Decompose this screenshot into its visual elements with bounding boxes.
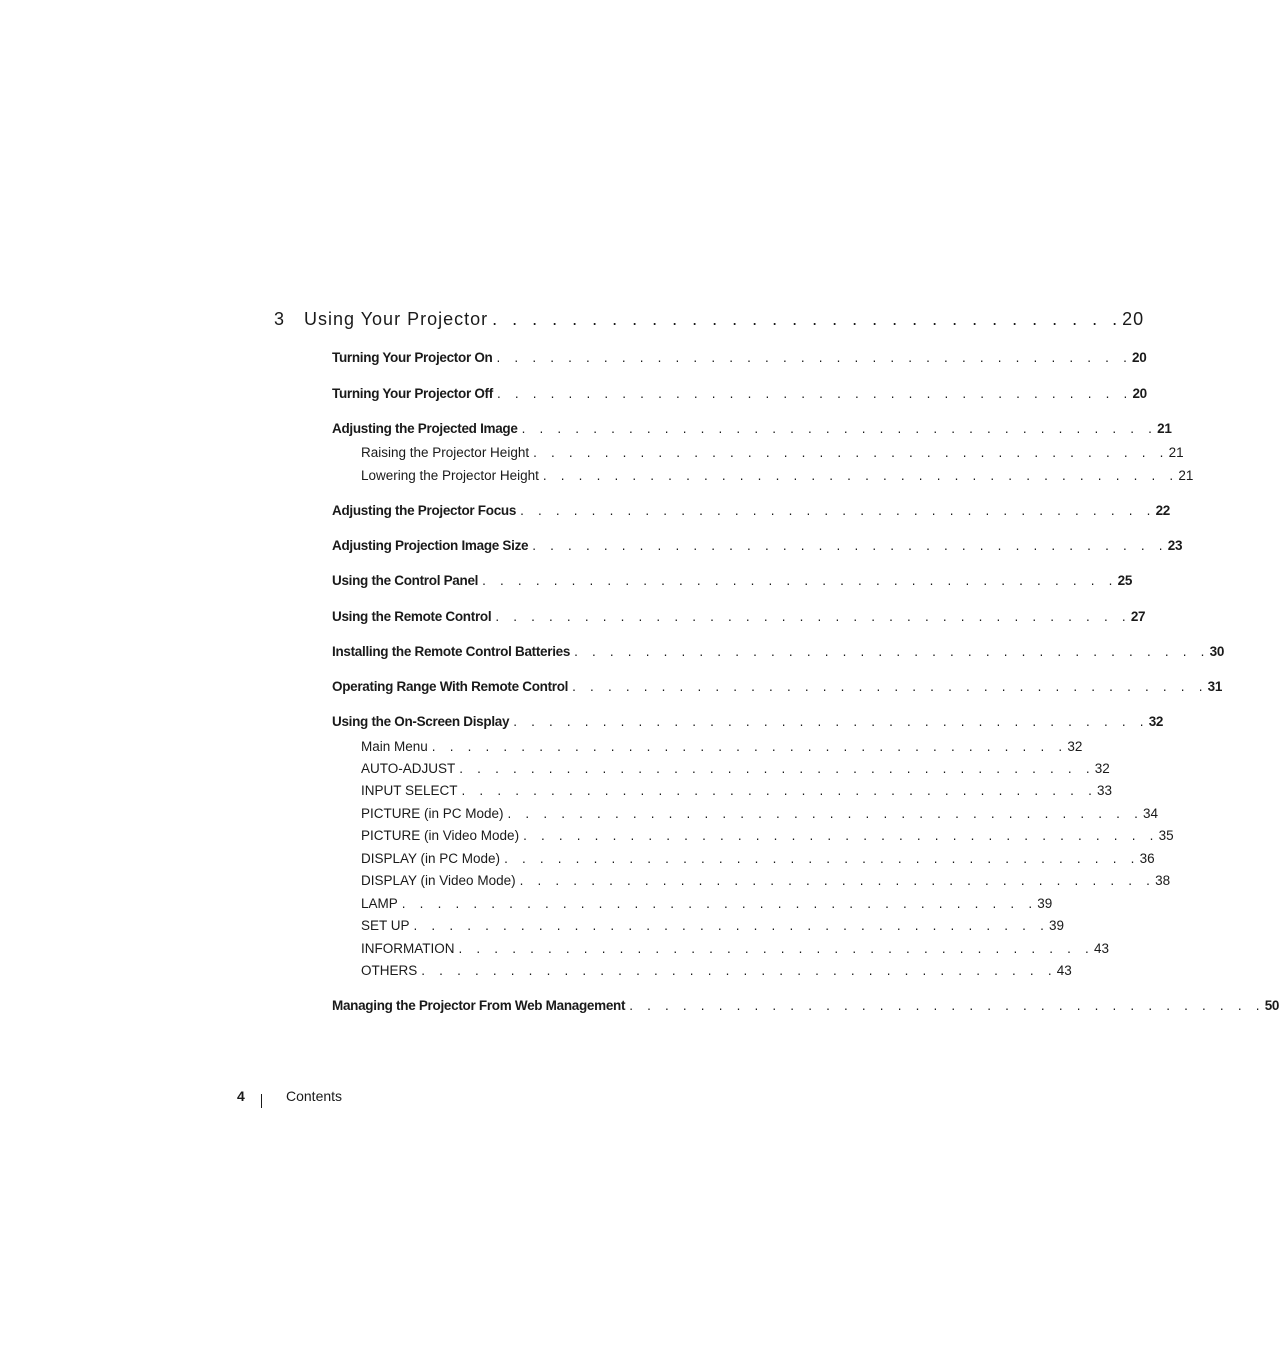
toc-subentry[interactable] <box>361 737 1083 757</box>
toc-entry-page: 30 <box>1209 644 1225 659</box>
toc-entry-page: 33 <box>1097 783 1113 798</box>
toc-entry-label: DISPLAY (in PC Mode) <box>361 851 501 866</box>
toc-entry-page: 50 <box>1264 998 1279 1013</box>
toc-entry[interactable] <box>332 571 1133 591</box>
chapter-number: 3 <box>274 309 286 329</box>
toc-entry-label: SET UP <box>361 918 410 933</box>
toc-entry-page: 21 <box>1157 421 1172 436</box>
leader-dots: . . . . . . . . . . . . . . . . . . . . . . . . . . . . . . . . . . . . <box>533 445 1169 460</box>
toc-subentry[interactable] <box>361 871 1171 891</box>
toc-entry-label: Turning Your Projector Off <box>332 386 493 401</box>
toc-entry[interactable] <box>332 712 1164 732</box>
leader-dots: . . . . . . . . . . . . . . . . . . . . . . . . . . . . . . . . . . . . <box>461 783 1098 798</box>
toc-entry-label: DISPLAY (in Video Mode) <box>361 873 516 888</box>
toc-entry-label: Adjusting the Projected Image <box>332 421 518 436</box>
toc-subentry[interactable] <box>361 961 1072 981</box>
toc-entry-label: OTHERS <box>361 963 418 978</box>
toc-entry-page: 21 <box>1168 445 1184 460</box>
toc-entry-page: 32 <box>1094 761 1110 776</box>
toc-entry-label: Adjusting the Projector Focus <box>332 503 517 518</box>
toc-entry-label: Managing the Projector From Web Management <box>332 998 626 1013</box>
toc-entry-page: 39 <box>1037 896 1053 911</box>
leader-dots: . . . . . . . . . . . . . . . . . . . . . . . . . . . . . . . . . . . . <box>513 714 1149 729</box>
leader-dots: . . . . . . . . . . . . . . . . . . . . . . . . . . . . . . . . . . . . <box>519 873 1156 888</box>
toc-entry-label: Using the Remote Control <box>332 609 492 624</box>
toc-entry-label: Main Menu <box>361 739 428 754</box>
leader-dots: . . . . . . . . . . . . . . . . . . . . . . . . . . . . . . . . . . . . <box>542 468 1179 483</box>
toc-entry[interactable] <box>332 996 1279 1016</box>
toc-entry-label: AUTO-ADJUST <box>361 761 456 776</box>
leader-dots: . . . . . . . . . . . . . . . . . . . . . . . . . . . . . . . . . . . . <box>520 503 1156 518</box>
toc-entry[interactable] <box>332 677 1223 697</box>
leader-dots: . . . . . . . . . . . . . . . . . . . . . . . . . . . . . . . . . . . . <box>504 851 1140 866</box>
leader-dots: . . . . . . . . . . . . . . . . . . . . . . . . . . . . . . . . . . . . <box>523 828 1159 843</box>
toc-entry-page: 34 <box>1143 806 1159 821</box>
leader-dots: . . . . . . . . . . . . . . . . . . . . . . . . . . . . . . . . . . . . <box>532 538 1168 553</box>
leader-dots: . . . . . . . . . . . . . . . . . . . . . . . . . . . . . . . . . . . . <box>495 609 1131 624</box>
toc-entry-page: 27 <box>1130 609 1146 624</box>
leader-dots: . . . . . . . . . . . . . . . . . . . . . . . . . . . . . . . . . . . . <box>572 679 1208 694</box>
toc-subentry[interactable] <box>361 781 1113 801</box>
chapter-title: Using Your Projector <box>304 309 489 329</box>
toc-entry-page: 25 <box>1117 573 1133 588</box>
toc-entry-label: Raising the Projector Height <box>361 445 530 460</box>
footer-divider <box>261 1094 262 1108</box>
leader-dots: . . . . . . . . . . . . . . . . . . . . . . . . . . . . . . . . . . . . <box>421 963 1057 978</box>
toc-entry[interactable] <box>332 348 1147 368</box>
leader-dots: . . . . . . . . . . . . . . . . . . . . . . . . . . . . . . . . . . . . <box>431 739 1068 754</box>
toc-entry-label: INPUT SELECT <box>361 783 458 798</box>
toc-entry-page: 32 <box>1148 714 1164 729</box>
leader-dots: . . . . . . . . . . . . . . . . . . . . . . . . . . . . . . . . . . . . <box>521 421 1158 436</box>
toc-entry-label: Adjusting Projection Image Size <box>332 538 529 553</box>
toc-entry-page: 39 <box>1049 918 1065 933</box>
chapter-page: 20 <box>1122 309 1145 329</box>
toc-entry-label: Using the On-Screen Display <box>332 714 510 729</box>
toc-entry-page: 22 <box>1155 503 1171 518</box>
toc-entry-page: 20 <box>1132 350 1147 365</box>
toc-entry-page: 43 <box>1094 941 1110 956</box>
toc-entry-page: 20 <box>1132 386 1147 401</box>
toc-entry-page: 36 <box>1139 851 1155 866</box>
footer-section-label: Contents <box>286 1088 343 1104</box>
toc-entry[interactable] <box>332 536 1183 556</box>
toc-entry-label: Installing the Remote Control Batteries <box>332 644 571 659</box>
toc-subentry[interactable] <box>361 916 1065 936</box>
toc-entry-label: INFORMATION <box>361 941 455 956</box>
toc-entry[interactable] <box>332 384 1147 404</box>
toc-entry-page: 35 <box>1158 828 1174 843</box>
toc-entry-page: 32 <box>1067 739 1083 754</box>
toc-entry-label: PICTURE (in Video Mode) <box>361 828 520 843</box>
toc-subentry[interactable] <box>361 826 1174 846</box>
toc-subentry[interactable] <box>361 849 1155 869</box>
leader-dots: . . . . . . . . . . . . . . . . . . . . . . . . . . . . . . . . . . . . <box>401 896 1038 911</box>
leader-dots: . . . . . . . . . . . . . . . . . . . . . . . . . . . . . . . . . . . . <box>458 941 1095 956</box>
leader-dots: . . . . . . . . . . . . . . . . . . . . . . . . . . . . . . . . <box>492 309 1123 329</box>
toc-entry-label: Turning Your Projector On <box>332 350 493 365</box>
toc-entry[interactable] <box>332 501 1171 521</box>
toc-entry-page: 21 <box>1178 468 1194 483</box>
toc-entry-label: Using the Control Panel <box>332 573 479 588</box>
leader-dots: . . . . . . . . . . . . . . . . . . . . . . . . . . . . . . . . . . . . <box>507 806 1144 821</box>
toc-entry-label: Lowering the Projector Height <box>361 468 539 483</box>
toc-subentry[interactable] <box>361 466 1194 486</box>
toc-entry-page: 38 <box>1155 873 1171 888</box>
leader-dots: . . . . . . . . . . . . . . . . . . . . . . . . . . . . . . . . . . . . <box>413 918 1050 933</box>
page-number: 4 <box>237 1088 245 1104</box>
toc-entry[interactable] <box>332 607 1146 627</box>
toc-subentry[interactable] <box>361 939 1110 959</box>
leader-dots: . . . . . . . . . . . . . . . . . . . . . . . . . . . . . . . . . . . . <box>496 350 1133 365</box>
toc-entry[interactable] <box>332 642 1225 662</box>
toc-entry-label: LAMP <box>361 896 398 911</box>
chapter-heading <box>274 309 1145 333</box>
leader-dots: . . . . . . . . . . . . . . . . . . . . . . . . . . . . . . . . . . . . <box>574 644 1210 659</box>
toc-entry-page: 31 <box>1207 679 1223 694</box>
toc-subentry[interactable] <box>361 443 1184 463</box>
toc-entry[interactable] <box>332 419 1172 439</box>
toc-entry-page: 43 <box>1056 963 1072 978</box>
toc-entry-page: 23 <box>1167 538 1183 553</box>
leader-dots: . . . . . . . . . . . . . . . . . . . . . . . . . . . . . . . . . . . . <box>629 998 1265 1013</box>
toc-entry-label: PICTURE (in PC Mode) <box>361 806 504 821</box>
toc-subentry[interactable] <box>361 759 1110 779</box>
leader-dots: . . . . . . . . . . . . . . . . . . . . . . . . . . . . . . . . . . . . <box>482 573 1118 588</box>
toc-subentry[interactable] <box>361 804 1159 824</box>
toc-entry-label: Operating Range With Remote Control <box>332 679 569 694</box>
leader-dots: . . . . . . . . . . . . . . . . . . . . . . . . . . . . . . . . . . . . <box>459 761 1095 776</box>
toc-subentry[interactable] <box>361 894 1053 914</box>
leader-dots: . . . . . . . . . . . . . . . . . . . . . . . . . . . . . . . . . . . . <box>496 386 1133 401</box>
